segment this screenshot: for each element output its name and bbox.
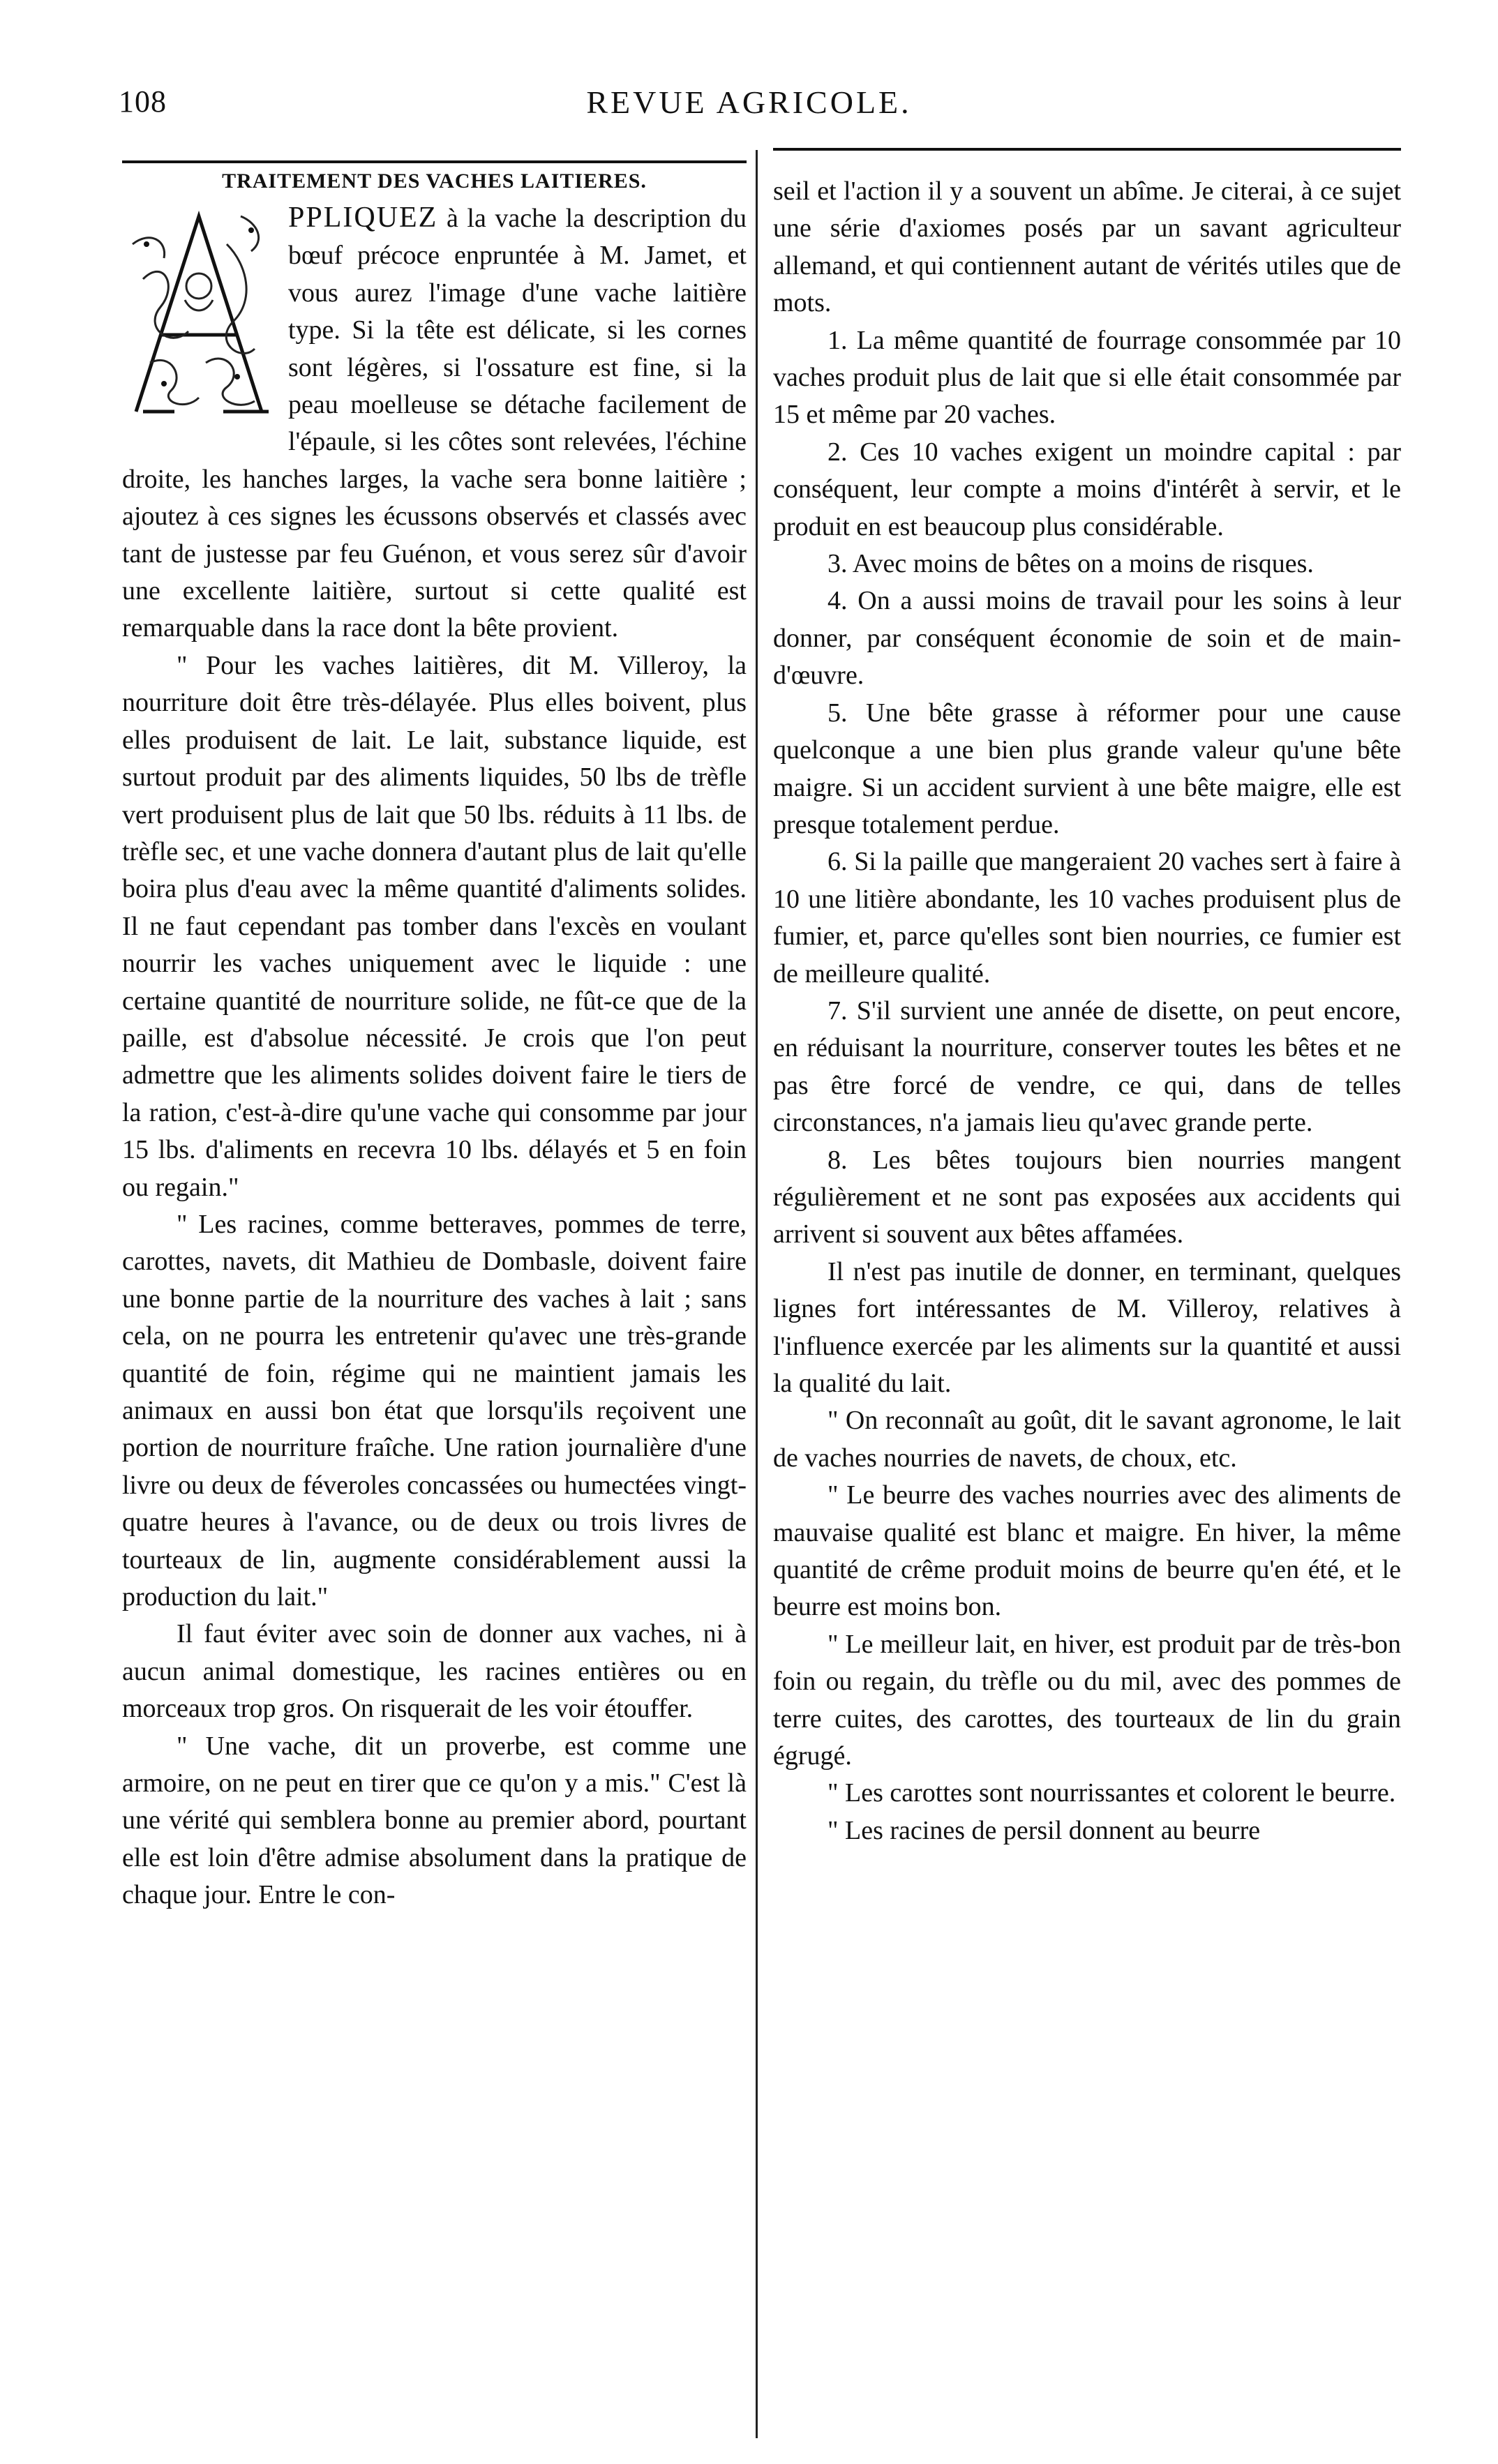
left-column — [122, 166, 747, 1914]
numbered-paragraph: 6. Si la paille que mangeraient 20 vaches sert à faire à 10 une litière abondante, les 10 vaches produisent plus de fumier, et, parce qu'elles sont bien nourries, ce fumier est de meilleure qualité. — [773, 847, 1401, 989]
quote-paragraph: " Le meilleur lait, en hiver, est produit par de très-bon foin ou regain, du trèfle ou du mil, avec des pommes de terre cuites, des carottes, des tourteaux de lin du grain égrugé. — [773, 1629, 1401, 1771]
column-divider — [756, 150, 758, 2438]
numbered-paragraph: 5. Une bête grasse à réformer pour une cause quelconque a une bien plus grande valeur qu'une bête maigre. Si un accident survient à une bête maigre, elle est presque totalement perdue. — [773, 698, 1401, 839]
dropcap-ornament-icon — [122, 202, 277, 438]
header-rule-right — [773, 148, 1401, 151]
header-rule-left — [122, 160, 747, 163]
quote-paragraph: " Les carottes sont nourrissantes et colorent le beurre. — [827, 1778, 1396, 1808]
paragraph: " Pour les vaches laitières, dit M. Villeroy, la nourriture doit être très-délayée. Plus elles boivent, plus elles produisent de lait. Le lait, substance liquide, est surtout produit par des aliments liquides, 50 lbs de trèfle vert produisent plus de lait que 50 lbs. réduits à 11 lbs. de trèfle sec, et une vache donnera d'autant plus de lait qu'elle boira plus d'eau avec la même quantité d'aliments solides. Il ne faut cependant pas tomber dans l'excès en voulant nourrir les vaches uniquement avec le liquide : une certaine quantité de nourriture solide, ne fût-ce que de la paille, est d'absolue nécessité. Je crois que l'on peut admettre que les aliments solides doivent faire le tiers de la ration, c'est-à-dire qu'une vache qui consomme par jour 15 lbs. d'aliments en recevra 10 lbs. délayés et 5 en foin ou regain." — [122, 650, 747, 1202]
page-number: 108 — [119, 84, 167, 119]
right-column — [773, 173, 1401, 1849]
article-title: TRAITEMENT DES VACHES LAITIERES. — [222, 170, 647, 193]
quote-paragraph: " Les racines de persil donnent au beurre — [827, 1815, 1261, 1845]
quote-paragraph: " On reconnaît au goût, dit le savant agronome, le lait de vaches nourries de navets, de choux, etc. — [773, 1406, 1401, 1473]
numbered-paragraph: 1. La même quantité de fourrage consommée par 10 vaches produit plus de lait que si elle était consommée par 15 et même par 20 vaches. — [773, 325, 1401, 430]
numbered-paragraph: 4. On a aussi moins de travail pour les soins à leur donner, par conséquent économie de soin et de main-d'œuvre. — [773, 586, 1401, 691]
paragraph: seil et l'action il y a souvent un abîme. Je citerai, à ce sujet une série d'axiomes posés par un savant agriculteur allemand, et qui contiennent autant de vérités utiles que de mots. — [773, 176, 1401, 318]
paragraph: " Les racines, comme betteraves, pommes de terre, carottes, navets, dit Mathieu de Dombasle, doivent faire une bonne partie de la nourriture des vaches à lait ; sans cela, on ne pourra les entretenir qu'avec une très-grande quantité de foin, régime qui ne maintient jamais les animaux en aussi bon état que lorsqu'ils reçoivent une portion de nourriture fraîche. Une ration journalière d'une livre ou deux de féveroles concassées ou humectées vingt-quatre heures à l'avance, ou de deux ou trois livres de tourteaux de lin, augmente considérablement aussi la production du lait." — [122, 1209, 747, 1612]
numbered-paragraph: 7. S'il survient une année de disette, on peut encore, en réduisant la nourriture, conserver toutes les bêtes et ne pas être forcé de vendre, ce qui, dans de telles circonstances, n'a jamais lieu qu'avec grande perte. — [773, 996, 1401, 1138]
paragraph-text: à la vache la description du bœuf précoce enpruntée à M. Jamet, et vous aurez l'image d'une vache laitière type. Si la tête est délicate, si les cornes sont légères, si l'ossature est fine, si la peau moelleuse se détache facilement de l'épaule, si les côtes sont relevées, l'échine droite, les hanches larges, la vache sera bonne laitière ; ajoutez à ces signes les écussons observés et classés avec tant de justesse par feu Guénon, et vous serez sûr d'avoir une excellente laitière, surtout si cette qualité est remarquable dans la race dont la bête provient. — [122, 204, 747, 643]
numbered-paragraph: 3. Avec moins de bêtes on a moins de risques. — [827, 549, 1314, 579]
running-head: REVUE AGRICOLE. — [586, 84, 912, 120]
paragraph: " Une vache, dit un proverbe, est comme une armoire, on ne peut en tirer que ce qu'on y a mis." C'est là une vérité qui semblera bonne au premier abord, pourtant elle est loin d'être admise absolument dans la pratique de chaque jour. Entre le con- — [122, 1731, 747, 1910]
paragraph: Il n'est pas inutile de donner, en terminant, quelques lignes fort intéressantes de M. Villeroy, relatives à l'influence exercée par les aliments sur la quantité et aussi la qualité du lait. — [773, 1256, 1401, 1398]
paragraph: Il faut éviter avec soin de donner aux vaches, ni à aucun animal domestique, les racines entières ou en morceaux trop gros. On risquerait de les voir étouffer. — [122, 1619, 747, 1724]
numbered-paragraph: 8. Les bêtes toujours bien nourries mangent régulièrement et ne sont pas exposées aux accidents qui arrivent si souvent aux bêtes affamées. — [773, 1145, 1401, 1249]
quote-paragraph: " Le beurre des vaches nourries avec des aliments de mauvaise qualité est blanc et maigre. En hiver, la même quantité de crême produit moins de beurre qu'en été, et le beurre est moins bon. — [773, 1480, 1401, 1622]
lead-word: PPLIQUEZ — [288, 202, 438, 234]
ornamental-dropcap — [122, 202, 277, 438]
numbered-paragraph: 2. Ces 10 vaches exigent un moindre capital : par conséquent, leur compte a moins d'intérêt à servir, et le produit en est beaucoup plus considérable. — [773, 437, 1401, 541]
